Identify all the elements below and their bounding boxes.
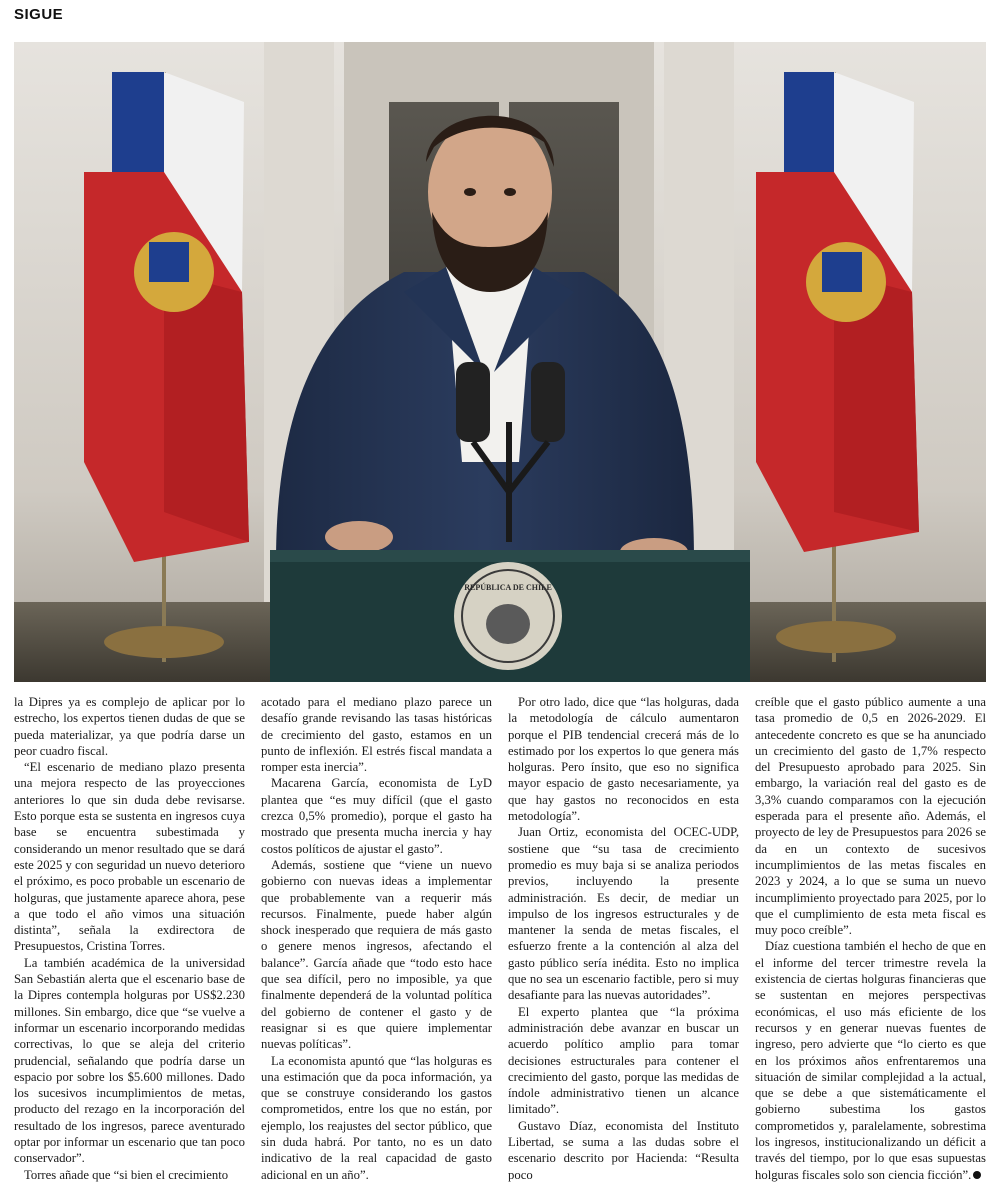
- section-label: SIGUE: [14, 6, 64, 23]
- paragraph: Además, sostiene que “viene un nuevo gobierno con nuevas ideas a implementar que probablemente van a requerir más recursos. Finalmente, puede haber algún shock inesperado que requiera de más gasto o genere menos ingresos, afectando el balance”. García añade que “todo esto hace que sea difícil, pero no imposible, ya que finalmente dependerá de la voluntad política del gobierno de contener el gasto y de reasignar si es que quiere implementar nuevas políticas”.: [261, 857, 492, 1052]
- paragraph: Torres añade que “si bien el crecimiento: [24, 1167, 229, 1182]
- article-photo: [14, 42, 986, 682]
- paragraph: Gustavo Díaz, economista del Instituto Libertad, se suma a las dudas sobre el escenario descrito por Hacienda: “Resulta poco: [508, 1118, 739, 1182]
- article-body: [14, 694, 986, 1184]
- paragraph: El experto plantea que “la próxima administración debe avanzar en buscar un acuerdo político amplio para tomar decisiones estructurales para contener el crecimiento del gasto, porque las medidas de índole administrativo tienen un alcance limitado”.: [508, 1004, 739, 1117]
- paragraph: La economista apuntó que “las holguras es una estimación que da poca información, ya que se construye considerando los gastos comprometidos, entre los que no están, por ejemplo, los reajustes del sector público, que sin duda habrá. Por tanto, no es un dato indicativo de la real capacidad de gasto adicional en un año”.: [261, 1053, 492, 1182]
- article-column-1: [14, 694, 245, 1184]
- paragraph: La también académica de la universidad San Sebastián alerta que el escenario base de la Dipres contempla holguras por US$2.230 millones. Sin embargo, dice que “se vuelve a informar un escenario incorporando medidas correctivas, lo que se aleja del criterio prudencial, señalando que podría darse un espacio por sobre los $5.600 millones. Dado los sucesivos incumplimientos de metas, producto del rezago en la incorporación del resultado de los ingresos, parece aventurado optar por informar un escenario que tan poco conservador”.: [14, 955, 245, 1166]
- paragraph: “El escenario de mediano plazo presenta una mejora respecto de las proyecciones anteriores lo que sin duda debe revisarse. Esto porque esta se sustenta en ingresos cuya base se encuentra subestimada y considerando un menor resultado que se dará este 2025 y con seguridad un nuevo deterioro el próximo, es poco probable un escenario de holguras, que justamente aparece ahora, pese a que todo el año vimos una situación distinta”, señala la exdirectora de Presupuestos, Cristina Torres.: [14, 760, 245, 954]
- paragraph: Juan Ortiz, economista del OCEC-UDP, sostiene que “su tasa de crecimiento promedio es muy baja si se analiza periodos previos, incluyendo la presente administración. Es decir, de mediar un impulso de los ingresos estructurales y de mantener la senda de metas fiscales, el esfuerzo frente a la contención al alza del gasto público sería inédita. Esto no implica que no sea un escenario factible, pero si muy desafiante para las nuevas autoridades”.: [508, 825, 739, 1003]
- article-column-3: [508, 694, 739, 1184]
- end-of-article-icon: [973, 1171, 981, 1179]
- article-column-2: [261, 694, 492, 1184]
- paragraph: [755, 938, 986, 1182]
- paragraph-text: Díaz cuestiona también el hecho de que en el informe del tercer trimestre revela la existencia de ciertas holguras financieras que se sustentan en mejores perspectivas económicas, el uso más eficiente de los recursos y en generar nuevas fuentes de ingreso, pero advierte que “lo cierto es que en los próximos años enfrentaremos una situación de similar complejidad a la actual, que se debe a que sistemáticamente el gobierno subestima los gastos comprometidos y, paralelamente, sobrestima los ingresos, institucionalizando un déficit a través del tiempo, por lo que esas supuestas holguras fiscales solo son ciencia ficción”.: [755, 939, 986, 1182]
- paragraph: creíble que el gasto público aumente a una tasa promedio de 0,5 en 2026-2029. El antecedente concreto es que se ha anunciado un crecimiento del gasto de 1,7% respecto del Presupuesto aprobado para 2025. Sin embargo, la variación real del gasto es de 3,3% cuando comparamos con la ejecución esperada para el presente año. Además, el proyecto de ley de Presupuestos para 2026 se da en un contexto de sucesivos incumplimientos de las metas fiscales en 2023 y 2024, a lo que se suma un nuevo incumplimiento proyectado para 2025, por lo que el cumplimiento de esta meta fiscal es muy poco creíble”.: [755, 695, 986, 938]
- article-column-4: [755, 694, 986, 1184]
- paragraph: acotado para el mediano plazo parece un desafío grande revisando las tasas históricas de crecimiento del gasto, estamos en un punto de inflexión. El estrés fiscal mandata a romper esta inercia”.: [261, 695, 492, 775]
- podium-seal-text: REPÚBLICA DE CHILE: [464, 583, 552, 592]
- paragraph: Macarena García, economista de LyD plantea que “es muy difícil (que el gasto crezca 0,5% promedio), porque el gasto ha mostrado que presenta mucha inercia y hay costos políticos de ajustar el gasto”.: [261, 776, 492, 856]
- paragraph: Por otro lado, dice que “las holguras, dada la metodología de cálculo aumentaron porque el PIB tendencial crecerá más de lo estimado por los expertos lo que genera más holguras. Pero ínsito, que eso no significa mayor espacio de gasto necesariamente, ya que hay gastos no reconocidos en esta metodología”.: [508, 695, 739, 824]
- paragraph: la Dipres ya es complejo de aplicar por lo estrecho, los expertos tienen dudas de que se pueda materializar, ya que podría darse un peor cuadro fiscal.: [14, 695, 245, 758]
